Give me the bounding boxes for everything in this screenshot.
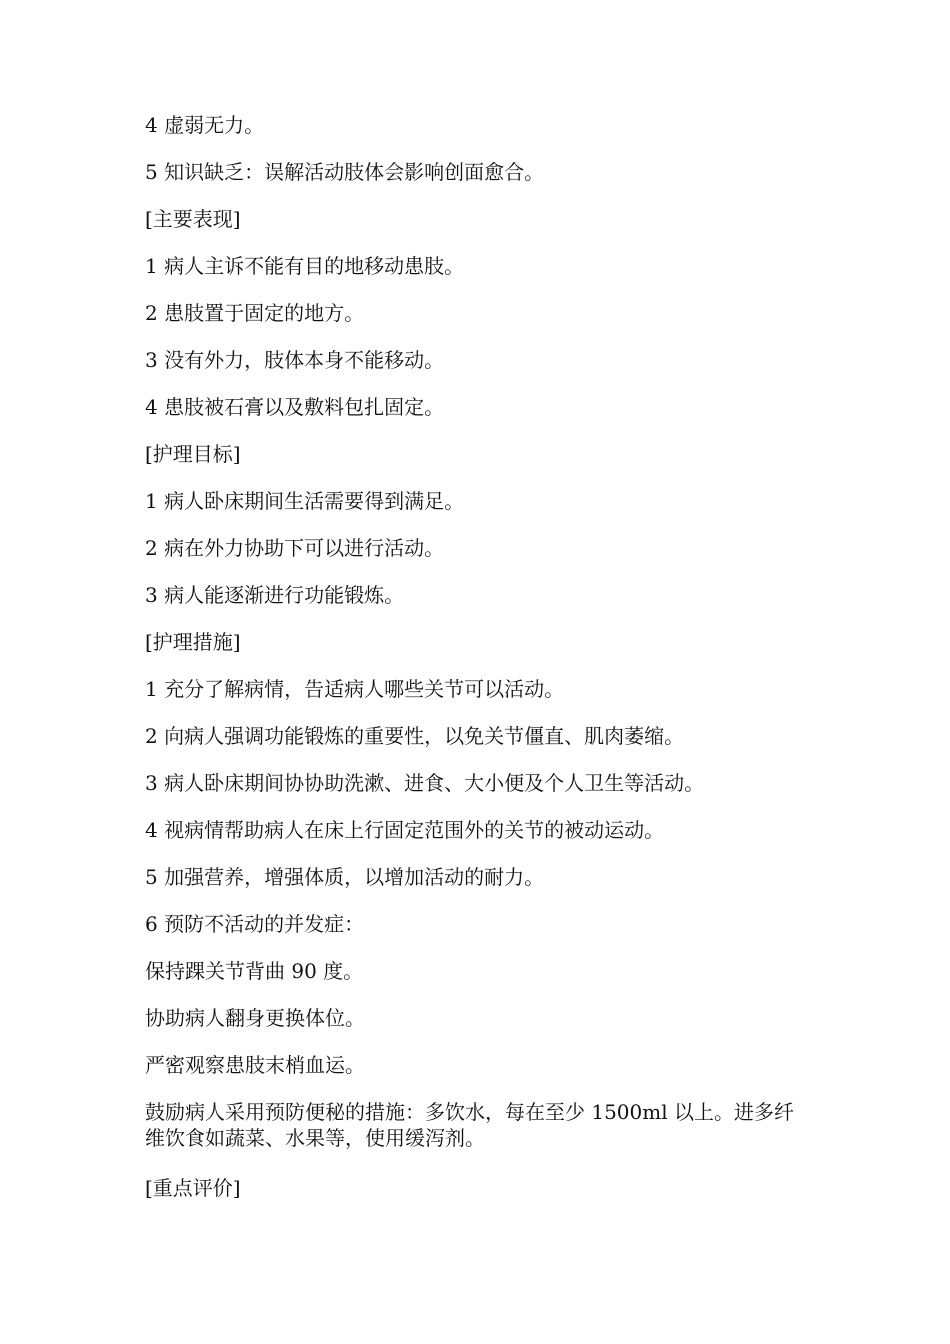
list-item: 3 病人卧床期间协协助洗漱、进食、大小便及个人卫生等活动。	[145, 771, 705, 795]
section-heading-nursing-measures: [护理措施]	[145, 630, 241, 654]
list-item: 4 患肢被石膏以及敷料包扎固定。	[145, 395, 445, 419]
list-item: 2 病在外力协助下可以进行活动。	[145, 536, 445, 560]
sub-item: 严密观察患肢末梢血运。	[145, 1053, 365, 1077]
list-item: 3 病人能逐渐进行功能锻炼。	[145, 583, 405, 607]
list-item: 1 充分了解病情，告适病人哪些关节可以活动。	[145, 677, 565, 701]
list-item: 4 视病情帮助病人在床上行固定范围外的关节的被动运动。	[145, 818, 665, 842]
list-item: 1 病人主诉不能有目的地移动患肢。	[145, 254, 465, 278]
list-item-knowledge-deficit: 5 知识缺乏：误解活动肢体会影响创面愈合。	[145, 160, 545, 184]
sub-item-constipation-prevention: 鼓励病人采用预防便秘的措施：多饮水，每在至少 1500ml 以上。进多纤维饮食如蔬菜、水果等，使用缓泻剂。	[145, 1100, 794, 1150]
list-item: 5 加强营养，增强体质，以增加活动的耐力。	[145, 865, 545, 889]
sub-item: 协助病人翻身更换体位。	[145, 1006, 365, 1030]
document-body	[145, 112, 810, 1222]
list-item: 2 患肢置于固定的地方。	[145, 301, 365, 325]
list-item: 6 预防不活动的并发症：	[145, 912, 365, 936]
list-item: 3 没有外力，肢体本身不能移动。	[145, 348, 445, 372]
sub-item: 保持踝关节背曲 90 度。	[145, 959, 364, 983]
section-heading-key-evaluation: [重点评价]	[145, 1176, 241, 1200]
list-item: 2 向病人强调功能锻炼的重要性，以免关节僵直、肌肉萎缩。	[145, 724, 685, 748]
section-heading-main-manifestations: [主要表现]	[145, 207, 241, 231]
list-item-weakness: 4 虚弱无力。	[145, 113, 265, 137]
section-heading-nursing-goals: [护理目标]	[145, 442, 241, 466]
list-item: 1 病人卧床期间生活需要得到满足。	[145, 489, 465, 513]
